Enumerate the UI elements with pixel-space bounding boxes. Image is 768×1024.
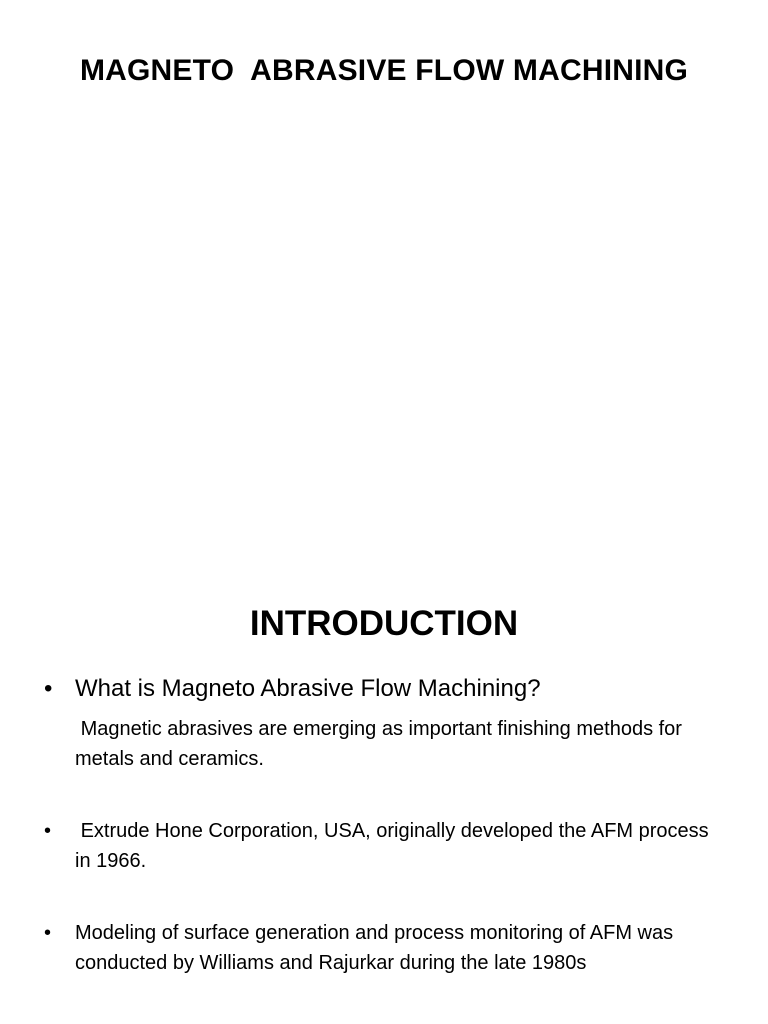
bullet-marker: • xyxy=(44,675,53,702)
bullet-marker: • xyxy=(44,820,52,842)
bullet-sub-paragraph: Magnetic abrasives are emerging as important finishing methods for metals and ceramics. xyxy=(75,718,688,770)
bullet-text: Modeling of surface generation and process monitoring of AFM was conducted by Williams and Rajurkar during the late 1980s xyxy=(75,922,679,974)
slide-title: MAGNETO ABRASIVE FLOW MACHINING xyxy=(79,54,689,87)
bullet-marker: • xyxy=(44,922,52,944)
bullet-text: What is Magneto Abrasive Flow Machining? xyxy=(75,675,541,702)
section-heading: INTRODUCTION xyxy=(249,604,519,643)
bullet-text: Extrude Hone Corporation, USA, originally developed the AFM process in 1966. xyxy=(75,820,715,872)
